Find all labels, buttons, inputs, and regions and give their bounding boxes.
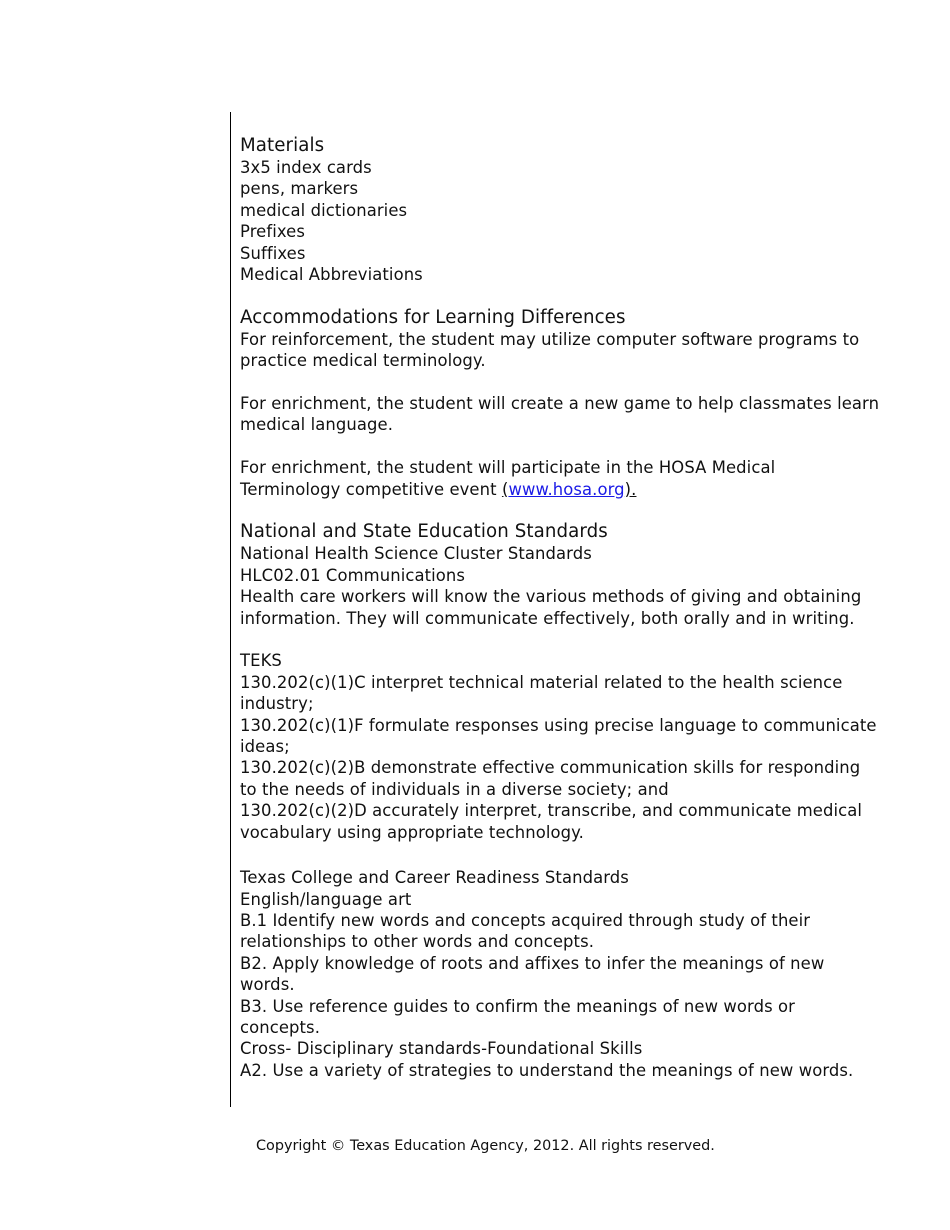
texas-ccr-item: B2. Apply knowledge of roots and affixes to infer the meanings of new words. bbox=[240, 953, 825, 995]
reinforcement-paragraph: For reinforcement, the student may utilize computer software programs to practice medical terminology. bbox=[240, 329, 860, 371]
copyright-footer: Copyright © Texas Education Agency, 2012. All rights reserved. bbox=[256, 1138, 715, 1154]
teks-item: 130.202(c)(1)F formulate responses using precise language to communicate ideas; bbox=[240, 715, 877, 757]
texas-ccr-heading: Texas College and Career Readiness Standards bbox=[240, 868, 629, 888]
teks-item: 130.202(c)(1)C interpret technical material related to the health science industry; bbox=[240, 672, 843, 714]
link-open-paren: ( bbox=[501, 479, 509, 499]
link-close-paren: ). bbox=[624, 479, 637, 499]
spacer bbox=[240, 629, 880, 650]
materials-item: Medical Abbreviations bbox=[240, 265, 423, 285]
spacer bbox=[240, 285, 880, 306]
teks-heading: TEKS bbox=[240, 651, 282, 671]
cluster-standards-title: National Health Science Cluster Standards bbox=[240, 544, 592, 564]
enrichment-hosa-paragraph bbox=[240, 457, 880, 500]
hlc-description: Health care workers will know the various methods of giving and obtaining information. They will communicate effectively, both orally and in writing. bbox=[240, 587, 862, 628]
teks-item: 130.202(c)(2)D accurately interpret, transcribe, and communicate medical vocabulary using appropriate technology. bbox=[240, 801, 863, 842]
left-margin-rule bbox=[230, 112, 231, 1107]
enrichment-hosa-text: For enrichment, the student will participate in the HOSA Medical Terminology competitive event bbox=[240, 458, 776, 499]
spacer bbox=[240, 436, 880, 457]
hosa-link[interactable]: www.hosa.org bbox=[508, 479, 625, 499]
texas-ccr-item: B3. Use reference guides to confirm the meanings of new words or concepts. bbox=[240, 996, 796, 1037]
spacer bbox=[240, 500, 880, 521]
cross-disciplinary-heading: Cross- Disciplinary standards-Foundational Skills bbox=[240, 1039, 643, 1059]
hlc-title: HLC02.01 Communications bbox=[240, 565, 466, 585]
spacer bbox=[240, 843, 880, 867]
materials-item: pens, markers bbox=[240, 179, 359, 199]
spacer bbox=[240, 372, 880, 393]
materials-heading: Materials bbox=[240, 135, 325, 156]
materials-item: Suffixes bbox=[240, 243, 306, 263]
enrichment-game-paragraph: For enrichment, the student will create a new game to help classmates learn medical language. bbox=[240, 394, 880, 435]
texas-ccr-subheading: English/language art bbox=[240, 889, 412, 909]
standards-heading: National and State Education Standards bbox=[240, 521, 608, 543]
materials-item: 3x5 index cards bbox=[240, 158, 372, 177]
accommodations-heading: Accommodations for Learning Differences bbox=[240, 306, 626, 328]
texas-ccr-item: B.1 Identify new words and concepts acquired through study of their relationships to other words and concepts. bbox=[240, 910, 811, 952]
materials-item: Prefixes bbox=[240, 222, 306, 242]
materials-item: medical dictionaries bbox=[240, 200, 408, 220]
teks-item: 130.202(c)(2)B demonstrate effective communication skills for responding to the needs of individuals in a diverse society; and bbox=[240, 758, 861, 799]
lesson-content bbox=[240, 135, 880, 1081]
cross-disciplinary-item: A2. Use a variety of strategies to understand the meanings of new words. bbox=[240, 1060, 854, 1080]
